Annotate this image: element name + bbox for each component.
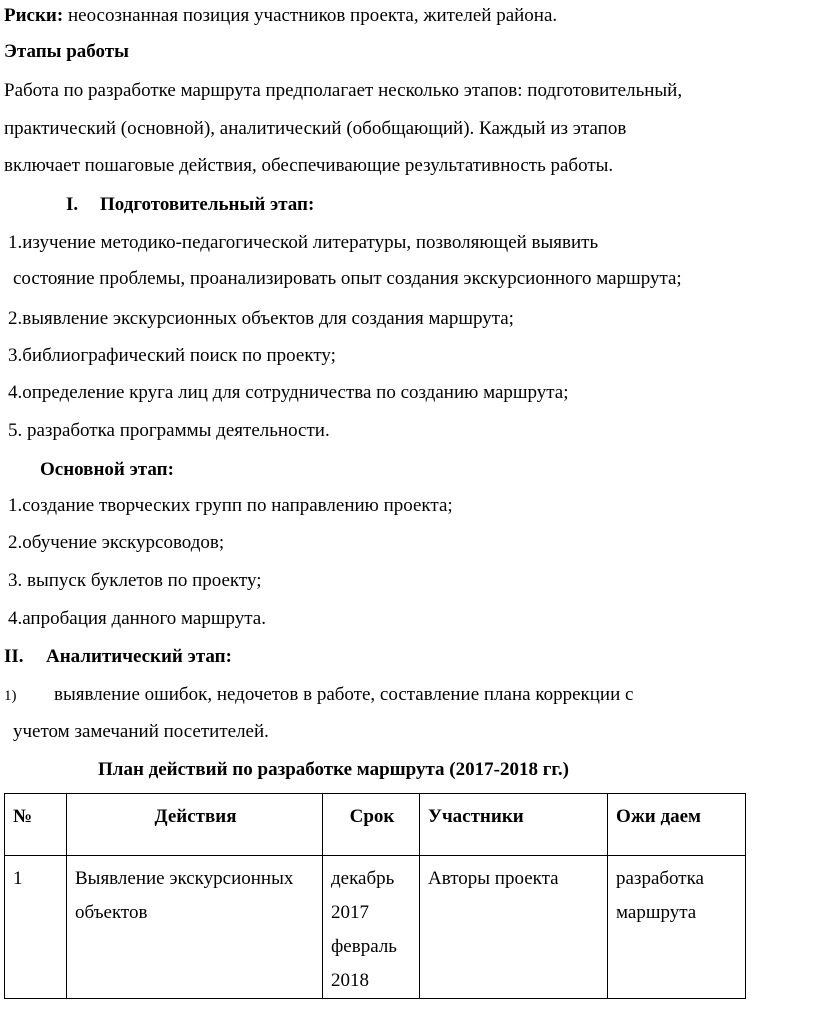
prep-heading-text: Подготовительный этап: — [100, 194, 315, 215]
analytic-item-number: 1) — [4, 688, 17, 704]
analytic-item — [4, 683, 633, 708]
main-heading: Основной этап: — [40, 459, 174, 480]
table-row — [5, 856, 746, 999]
intro-line: практический (основной), аналитический (обобщающий). Каждый из этапов — [4, 118, 627, 139]
analytic-item-continued: учетом замечаний посетителей. — [13, 721, 269, 742]
prep-item: 4.определение круга лиц для сотрудничества по созданию маршрута; — [8, 382, 569, 403]
table-header-row — [5, 794, 746, 856]
stages-heading: Этапы работы — [4, 41, 129, 62]
header-term: Срок — [323, 794, 420, 856]
cell-term: декабрь 2017 февраль 2018 — [323, 856, 420, 999]
cell-action: Выявление экскурсионных объектов — [67, 856, 323, 999]
cell-participants: Авторы проекта — [420, 856, 608, 999]
analytic-heading-text: Аналитический этап: — [46, 646, 232, 667]
header-participants: Участники — [420, 794, 608, 856]
main-item: 1.создание творческих групп по направлению проекта; — [8, 495, 453, 516]
plan-table — [4, 793, 746, 999]
analytic-item-text: выявление ошибок, недочетов в работе, составление плана коррекции с — [54, 684, 634, 705]
prep-numeral: I. — [66, 194, 79, 215]
header-number: № — [5, 794, 67, 856]
prep-item: 1.изучение методико-педагогической литературы, позволяющей выявить — [8, 232, 599, 253]
prep-heading — [66, 193, 314, 217]
intro-line: Работа по разработке маршрута предполагает несколько этапов: подготовительный, — [4, 80, 683, 101]
risks-text: неосознанная позиция участников проекта, жителей района. — [63, 5, 558, 26]
plan-title: План действий по разработке маршрута (2017-2018 гг.) — [98, 759, 569, 780]
prep-item: 5. разработка программы деятельности. — [8, 420, 330, 441]
intro-line: включает пошаговые действия, обеспечивающие результативность работы. — [4, 155, 614, 176]
cell-number: 1 — [5, 856, 67, 999]
prep-item: состояние проблемы, проанализировать опыт создания экскурсионного маршрута; — [13, 268, 682, 289]
prep-item: 2.выявление экскурсионных объектов для создания маршрута; — [8, 308, 514, 329]
risks-label: Риски: — [4, 5, 64, 26]
header-expected: Ожи даем — [608, 794, 746, 856]
analytic-heading — [4, 645, 232, 669]
prep-item: 3.библиографический поиск по проекту; — [8, 345, 336, 366]
analytic-numeral: II. — [4, 646, 24, 667]
risks-line — [4, 4, 557, 28]
main-item: 3. выпуск буклетов по проекту; — [8, 570, 262, 591]
header-actions: Действия — [67, 794, 323, 856]
cell-expected: разработка маршрута — [608, 856, 746, 999]
main-item: 4.апробация данного маршрута. — [8, 608, 266, 629]
main-item: 2.обучение экскурсоводов; — [8, 532, 225, 553]
